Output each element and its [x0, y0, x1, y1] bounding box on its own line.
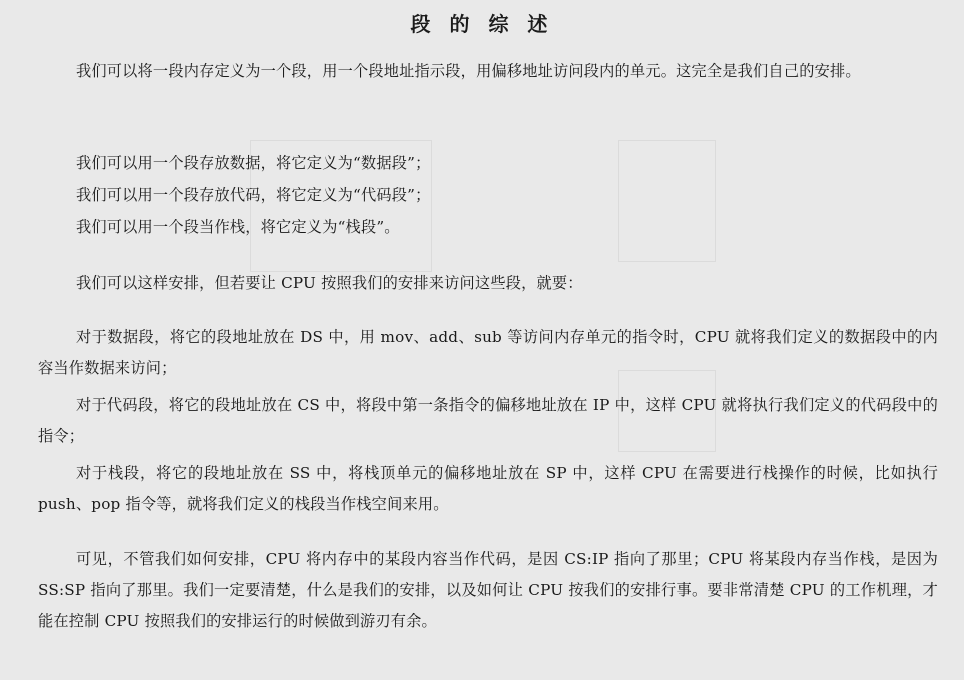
- list-item-code-segment: 我们可以用一个段存放代码，将它定义为“代码段”；: [76, 186, 431, 204]
- page-title: 段 的 综 述: [410, 12, 554, 36]
- paragraph-stack-segment: 对于栈段，将它的段地址放在 SS 中，将栈顶单元的偏移地址放在 SP 中，这样 CPU 在需要进行栈操作的时候，比如执行 push、pop 指令等，就将我们定义的栈段当作栈空间来用。: [38, 464, 938, 513]
- paragraph-intro: 我们可以将一段内存定义为一个段，用一个段地址指示段，用偏移地址访问段内的单元。这完全是我们自己的安排。: [76, 62, 861, 80]
- paragraph-code-segment: 对于代码段，将它的段地址放在 CS 中，将段中第一条指令的偏移地址放在 IP 中，这样 CPU 就将执行我们定义的代码段中的指令；: [38, 396, 938, 445]
- list-item-data-segment: 我们可以用一个段存放数据，将它定义为“数据段”；: [76, 154, 431, 172]
- paragraph-conclusion: 可见，不管我们如何安排，CPU 将内存中的某段内容当作代码，是因 CS:IP 指向了那里；CPU 将某段内存当作栈，是因为 SS:SP 指向了那里。我们一定要清楚，什么是我们的安排，以及如何让 CPU 按我们的安排行事。要非常清楚 CPU 的工作机理，才能在控制 CPU 按照我们的安排运行的时候做到游刃有余。: [38, 550, 938, 630]
- list-item-stack-segment: 我们可以用一个段当作栈，将它定义为“栈段”。: [76, 218, 400, 236]
- paragraph-requirement: 我们可以这样安排，但若要让 CPU 按照我们的安排来访问这些段，就要：: [76, 274, 583, 292]
- paragraph-data-segment: 对于数据段，将它的段地址放在 DS 中，用 mov、add、sub 等访问内存单元的指令时，CPU 就将我们定义的数据段中的内容当作数据来访问；: [38, 328, 938, 377]
